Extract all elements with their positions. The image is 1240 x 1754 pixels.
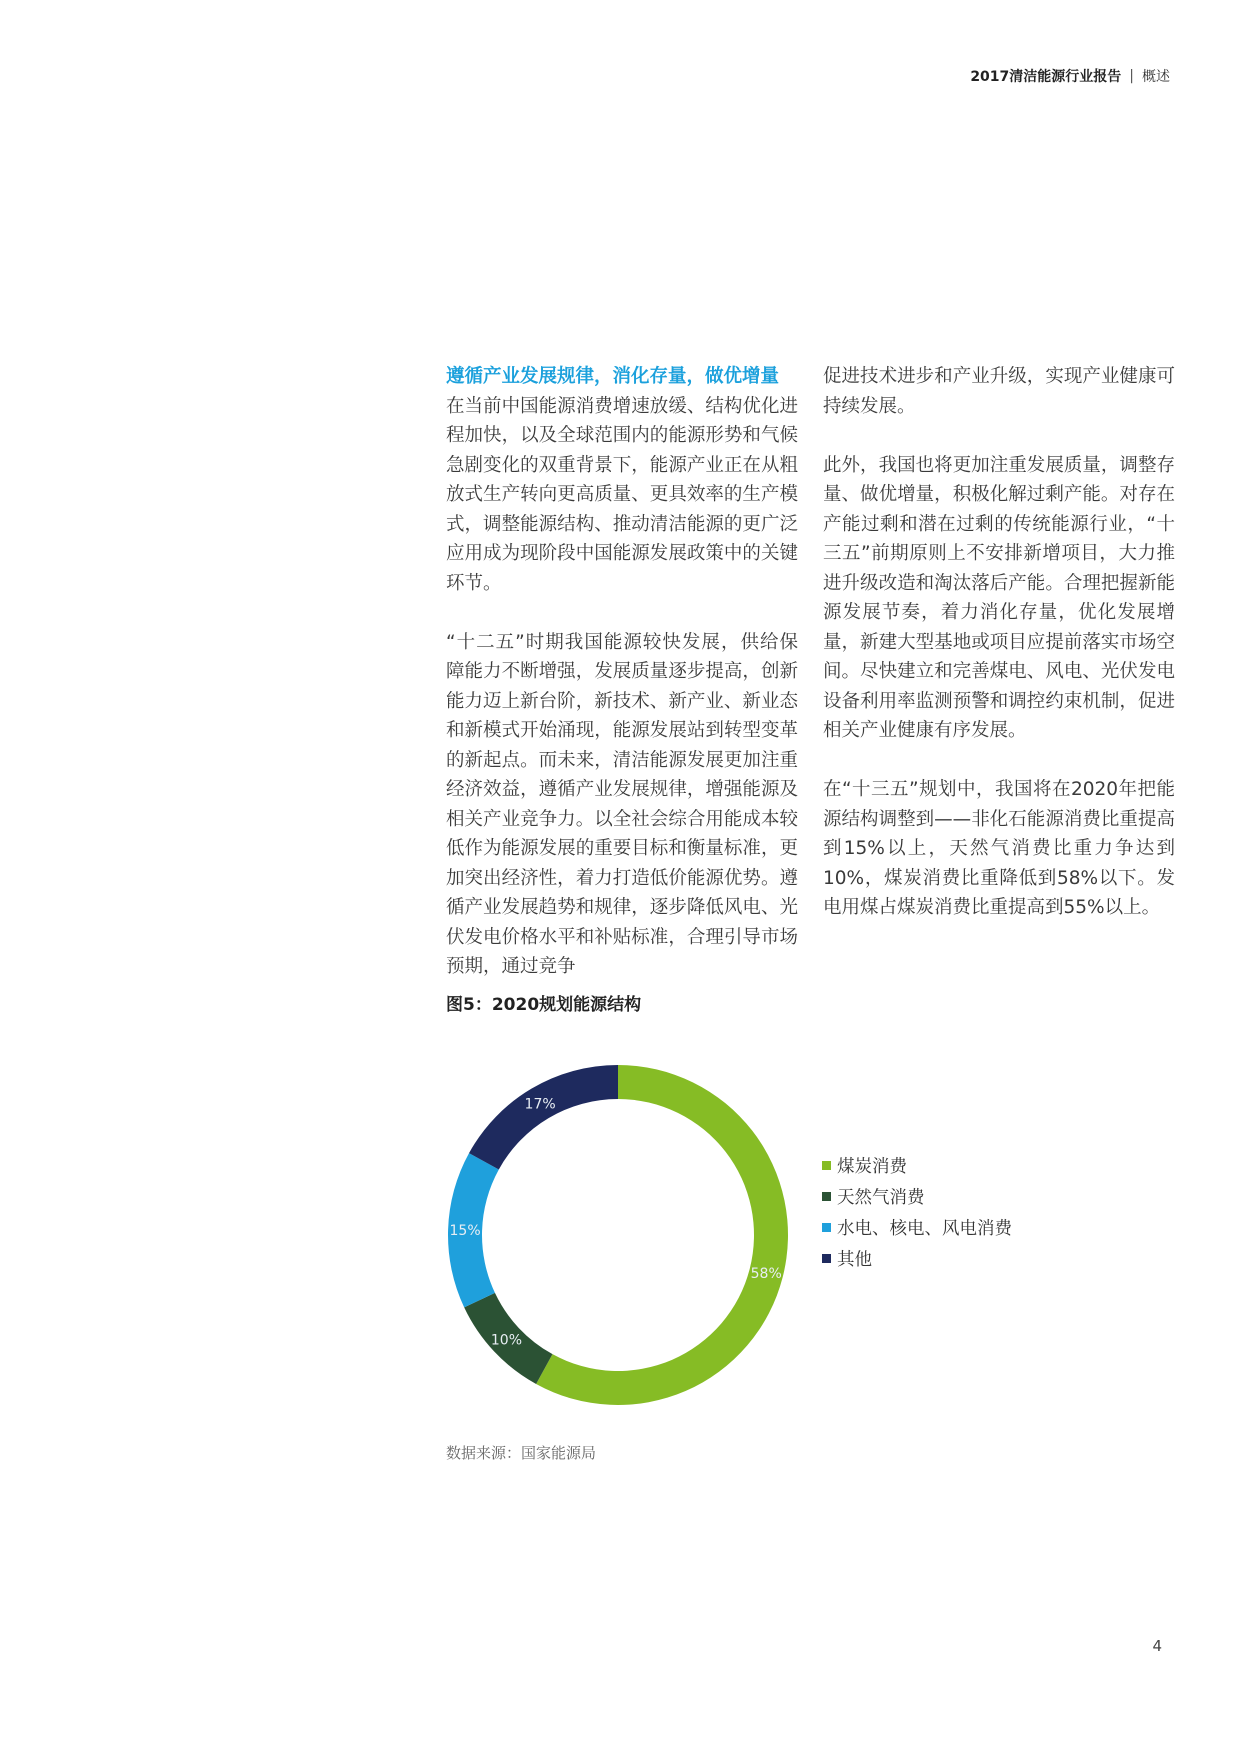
right-column (823, 362, 1175, 923)
right-paragraph-3: 在“十三五”规划中，我国将在2020年把能源结构调整到——非化石能源消费比重提高到15%以上，天然气消费比重力争达到10%，煤炭消费比重降低到58%以下。发电用煤占煤炭消费比重提高到55%以上。 (823, 779, 1175, 918)
legend-label: 水电、核电、风电消费 (837, 1219, 1012, 1239)
left-paragraph-2: “十二五”时期我国能源较快发展，供给保障能力不断增强，发展质量逐步提高，创新能力迈上新台阶，新技术、新产业、新业态和新模式开始涌现，能源发展站到转型变革的新起点。而未来，清洁能源发展更加注重经济效益，遵循产业发展规律，增强能源及相关产业竞争力。以全社会综合用能成本较低作为能源发展的重要目标和衡量标准，更加突出经济性，着力打造低价能源优势。遵循产业发展趋势和规律，逐步降低风电、光伏发电价格水平和补贴标准，合理引导市场预期，通过竞争 (446, 631, 798, 977)
chart-legend (822, 1150, 1012, 1274)
slice-label: 10% (490, 1332, 523, 1349)
legend-item (822, 1243, 1012, 1274)
page-number: 4 (1152, 1637, 1162, 1655)
donut-slice (469, 1065, 618, 1169)
report-title: 2017清洁能源行业报告 (970, 69, 1122, 85)
left-column (446, 362, 798, 982)
legend-label: 天然气消费 (837, 1188, 925, 1208)
legend-item (822, 1150, 1012, 1181)
legend-item (822, 1181, 1012, 1212)
legend-swatch (822, 1192, 831, 1201)
legend-swatch (822, 1161, 831, 1170)
legend-label: 其他 (837, 1250, 872, 1270)
section-name: 概述 (1142, 69, 1170, 85)
right-paragraph-1: 促进技术进步和产业升级，实现产业健康可持续发展。 (823, 366, 1175, 417)
legend-swatch (822, 1223, 831, 1232)
donut-slice (536, 1065, 788, 1405)
header-separator: | (1129, 68, 1134, 84)
donut-chart (438, 1055, 798, 1415)
slice-label: 15% (449, 1223, 481, 1240)
left-paragraph-1: 在当前中国能源消费增速放缓、结构优化进程加快，以及全球范围内的能源形势和气候急剧变化的双重背景下，能源产业正在从粗放式生产转向更高质量、更具效率的生产模式，调整能源结构、推动清洁能源的更广泛应用成为现阶段中国能源发展政策中的关键环节。 (446, 395, 798, 594)
section-subheading: 遵循产业发展规律，消化存量，做优增量 (446, 366, 780, 387)
slice-label: 58% (750, 1266, 782, 1283)
data-source: 数据来源：国家能源局 (446, 1444, 597, 1462)
donut-chart-svg (438, 1055, 798, 1415)
slice-label: 17% (524, 1096, 556, 1113)
page-header (970, 66, 1170, 86)
figure-title: 图5：2020规划能源结构 (446, 995, 642, 1015)
right-paragraph-2: 此外，我国也将更加注重发展质量，调整存量、做优增量，积极化解过剩产能。对存在产能过剩和潜在过剩的传统能源行业，“十三五”前期原则上不安排新增项目，大力推进升级改造和淘汰落后产能。合理把握新能源发展节奏，着力消化存量，优化发展增量，新建大型基地或项目应提前落实市场空间。尽快建立和完善煤电、风电、光伏发电设备利用率监测预警和调控约束机制，促进相关产业健康有序发展。 (823, 454, 1175, 741)
legend-item (822, 1212, 1012, 1243)
legend-swatch (822, 1254, 831, 1263)
legend-label: 煤炭消费 (837, 1157, 907, 1177)
